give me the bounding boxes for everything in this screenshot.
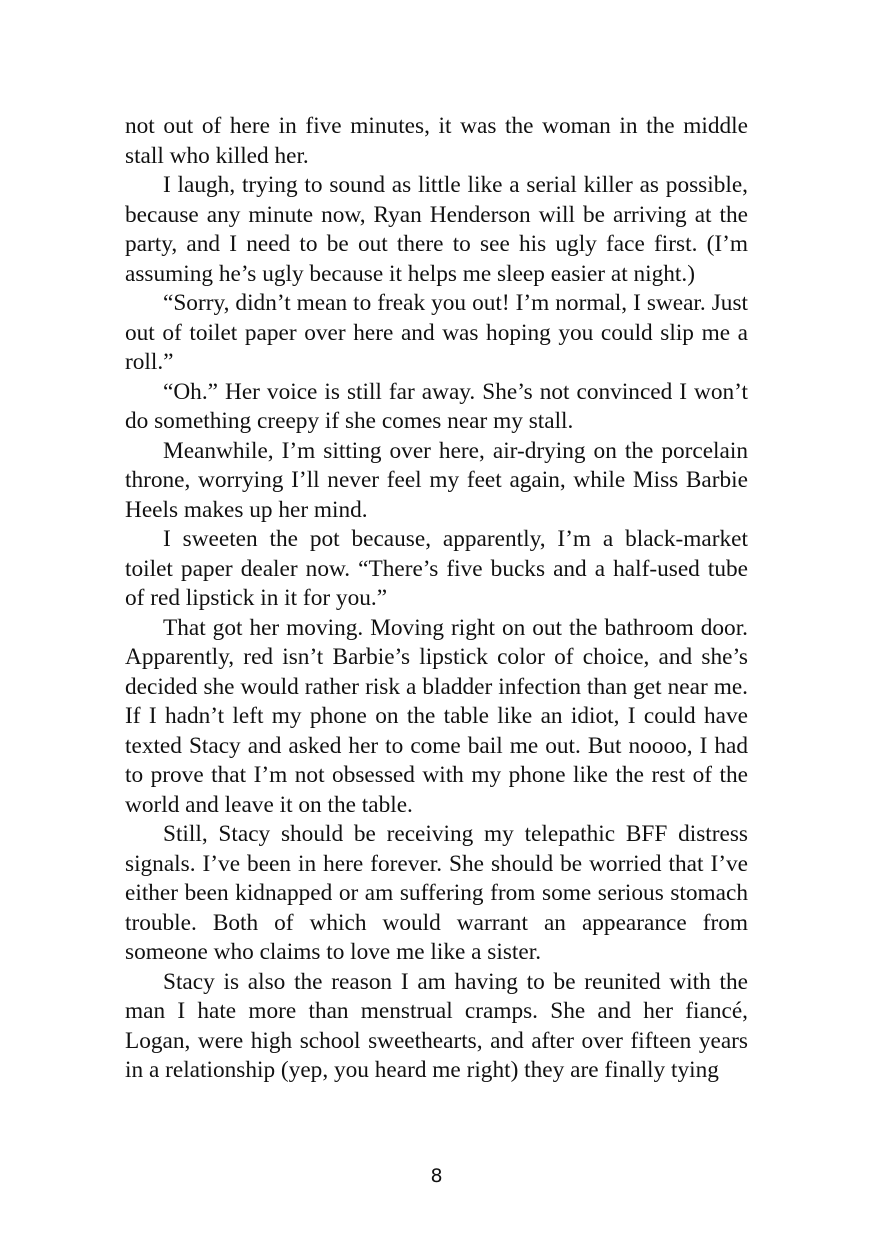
page-number: 8 (430, 1165, 443, 1187)
paragraph: Meanwhile, I’m sitting over here, air-drying on the porcelain throne, worrying I’ll never feel my feet again, while Miss Barbie Heels makes up her mind. (125, 437, 748, 523)
paragraph: “Oh.” Her voice is still far away. She’s not convinced I won’t do something creepy if she comes near my stall. (125, 378, 748, 434)
paragraph: That got her moving. Moving right on out the bathroom door. Apparently, red isn’t Barbie’s lipstick color of choice, and she’s decided she would rather risk a bladder infection than get near me. If I hadn’t left my phone on the table like an idiot, I could have texted Stacy and asked her to come bail me out. But noooo, I had to prove that I’m not obsessed with my phone like the rest of the world and leave it on the table. (125, 614, 748, 818)
paragraph: “Sorry, didn’t mean to freak you out! I’m normal, I swear. Just out of toilet paper over here and was hoping you could slip me a roll.” (125, 290, 748, 375)
paragraph: Stacy is also the reason I am having to be reunited with the man I hate more than menstrual cramps. She and her fiancé, Logan, were high school sweethearts, and after over fifteen years in a relationship (yep, you heard me right) they are finally tying (125, 968, 748, 1083)
paragraph: I sweeten the pot because, apparently, I’m a black-market toilet paper dealer now. “There’s five bucks and a half-used tube of red lipstick in it for you.” (125, 526, 748, 611)
paragraph: I laugh, trying to sound as little like a serial killer as possible, because any minute now, Ryan Henderson will be arriving at the party, and I need to be out there to see his ugly face first. (I’m assuming he’s ugly because it helps me sleep easier at night.) (125, 172, 748, 287)
page-body (125, 112, 748, 1086)
paragraph-continued: not out of here in five minutes, it was the woman in the middle stall who killed her. (125, 113, 748, 169)
paragraph: Still, Stacy should be receiving my telepathic BFF distress signals. I’ve been in here forever. She should be worried that I’ve either been kidnapped or am suffering from some serious stomach trouble. Both of which would warrant an appearance from someone who claims to love me like a sister. (125, 821, 748, 965)
